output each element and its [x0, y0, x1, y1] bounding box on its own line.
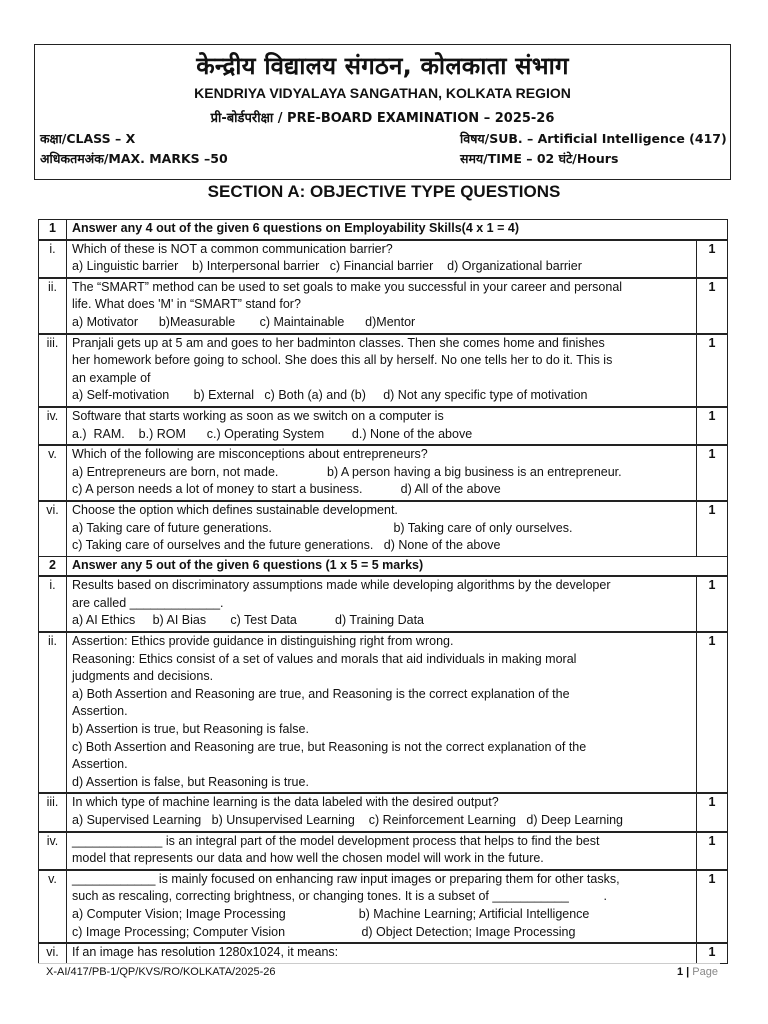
- question-marks: 1: [697, 632, 728, 793]
- sub-question-number: iii.: [39, 793, 67, 831]
- sub-question-text: [67, 870, 697, 943]
- section-title: SECTION A: OBJECTIVE TYPE QUESTIONS: [207, 182, 561, 201]
- header-title-hindi: केन्द्रीय विद्यालय संगठन, कोलकाता संभाग: [196, 52, 569, 80]
- sub-question-row: [39, 793, 728, 831]
- sub-question-text: [67, 501, 697, 556]
- sub-question-row: [39, 407, 728, 445]
- sub-question-row: [39, 240, 728, 278]
- question-line: The “SMART” method can be used to set goals to make you successful in your career and personal: [72, 279, 623, 294]
- sub-question-text: [67, 407, 697, 445]
- footer-code: X-AI/417/PB-1/QP/KVS/RO/KOLKATA/2025-26: [46, 966, 276, 978]
- question-marks: 1: [697, 576, 728, 632]
- question-line: c) Taking care of ourselves and the future generations. d) None of the above: [72, 538, 501, 553]
- question-instruction: Answer any 5 out of the given 6 questions (1 x 5 = 5 marks): [67, 556, 728, 576]
- sub-question-text: [67, 278, 697, 334]
- sub-question-row: [39, 501, 728, 556]
- footer-separator: |: [686, 966, 690, 978]
- sub-question-row: [39, 832, 728, 870]
- sub-question-row: [39, 870, 728, 943]
- sub-question-text: [67, 793, 697, 831]
- question-line: a) Entrepreneurs are born, not made. b) A person having a big business is an entrepreneur.: [72, 464, 622, 479]
- question-marks: 1: [697, 445, 728, 501]
- question-line: a) Supervised Learning b) Unsupervised Learning c) Reinforcement Learning d) Deep Learning: [72, 813, 624, 827]
- sub-question-number: i.: [39, 576, 67, 632]
- question-line: Software that starts working as soon as we switch on a computer is: [72, 408, 444, 423]
- question-group-row: [39, 220, 728, 240]
- sub-question-number: vi.: [39, 943, 67, 963]
- sub-question-row: [39, 576, 728, 632]
- sub-question-number: i.: [39, 240, 67, 278]
- question-line: Pranjali gets up at 5 am and goes to her badminton classes. Then she comes home and finishes: [72, 335, 605, 350]
- question-line: If an image has resolution 1280x1024, it means:: [72, 945, 339, 960]
- question-line: b) Assertion is true, but Reasoning is false.: [72, 722, 309, 737]
- question-group-row: [39, 556, 728, 576]
- sub-question-text: [67, 832, 697, 870]
- sub-question-number: v.: [39, 445, 67, 501]
- question-number: 1: [39, 220, 67, 240]
- question-line: _____________ is an integral part of the model development process that helps to find the best: [72, 833, 600, 848]
- question-line: life. What does 'M' in “SMART” stand for?: [72, 297, 301, 312]
- question-marks: 1: [697, 870, 728, 943]
- sub-question-number: ii.: [39, 278, 67, 334]
- sub-question-number: iv.: [39, 407, 67, 445]
- question-line: In which type of machine learning is the data labeled with the desired output?: [72, 795, 499, 810]
- exam-header: [34, 44, 731, 180]
- header-subject: विषय/SUB. – Artificial Intelligence (417): [460, 131, 727, 146]
- question-line: her homework before going to school. She does this all by herself. No one tells her to do it. This is: [72, 353, 613, 368]
- footer-page: [677, 966, 718, 978]
- sub-question-row: [39, 943, 728, 963]
- question-line: c) Image Processing; Computer Vision d) Object Detection; Image Processing: [72, 924, 576, 939]
- question-line: a) AI Ethics b) AI Bias c) Test Data d) Training Data: [72, 613, 424, 628]
- question-line: Assertion: Ethics provide guidance in distinguishing right from wrong.: [72, 634, 454, 649]
- sub-question-row: [39, 632, 728, 793]
- header-max-marks: अधिकतमअंक/MAX. MARKS –50: [40, 151, 228, 166]
- question-line: c) A person needs a lot of money to start a business. d) All of the above: [72, 482, 501, 497]
- question-line: a) Computer Vision; Image Processing b) Machine Learning; Artificial Intelligence: [72, 906, 590, 921]
- footer-page-number: 1: [676, 966, 684, 978]
- sub-question-text: [67, 943, 697, 963]
- question-line: a) Motivator b)Measurable c) Maintainable d)Mentor: [72, 314, 416, 329]
- header-title-english: KENDRIYA VIDYALAYA SANGATHAN, KOLKATA REGION: [194, 85, 571, 101]
- sub-question-text: [67, 334, 697, 407]
- question-marks: 1: [697, 334, 728, 407]
- sub-question-text: [67, 445, 697, 501]
- header-exam-name: प्री-बोर्डपरीक्षा / PRE-BOARD EXAMINATION – 2025-26: [210, 111, 555, 126]
- sub-question-row: [39, 445, 728, 501]
- question-line: a) Self-motivation b) External c) Both (a) and (b) d) Not any specific type of motivation: [72, 388, 588, 403]
- question-marks: 1: [697, 278, 728, 334]
- sub-question-number: iii.: [39, 334, 67, 407]
- sub-question-number: iv.: [39, 832, 67, 870]
- footer-divider: [38, 963, 720, 964]
- sub-question-text: [67, 632, 697, 793]
- sub-question-text: [67, 240, 697, 278]
- question-marks: 1: [697, 943, 728, 963]
- question-line: a) Both Assertion and Reasoning are true, and Reasoning is the correct explanation of the: [72, 686, 570, 701]
- sub-question-row: [39, 278, 728, 334]
- question-line: a) Taking care of future generations. b) Taking care of only ourselves.: [72, 520, 573, 535]
- question-line: ____________ is mainly focused on enhancing raw input images or preparing them for other tasks,: [72, 871, 620, 886]
- question-marks: 1: [697, 407, 728, 445]
- sub-question-text: [67, 576, 697, 632]
- question-table: [38, 219, 728, 964]
- question-line: judgments and decisions.: [72, 669, 214, 684]
- question-marks: 1: [697, 501, 728, 556]
- question-line: Which of these is NOT a common communication barrier?: [72, 241, 393, 256]
- question-instruction: Answer any 4 out of the given 6 questions on Employability Skills(4 x 1 = 4): [67, 220, 728, 240]
- sub-question-number: ii.: [39, 632, 67, 793]
- question-line: Reasoning: Ethics consist of a set of values and morals that aid individuals in making moral: [72, 651, 577, 666]
- question-line: a) Linguistic barrier b) Interpersonal barrier c) Financial barrier d) Organizational barrier: [72, 259, 582, 274]
- question-line: Assertion.: [72, 704, 128, 719]
- question-line: Choose the option which defines sustainable development.: [72, 502, 398, 517]
- question-marks: 1: [697, 793, 728, 831]
- question-line: a.) RAM. b.) ROM c.) Operating System d.) None of the above: [72, 426, 473, 441]
- question-number: 2: [39, 556, 67, 576]
- question-line: c) Both Assertion and Reasoning are true, but Reasoning is not the correct explanation of the: [72, 739, 587, 754]
- question-line: are called _____________.: [72, 595, 224, 610]
- question-line: Results based on discriminatory assumptions made while developing algorithms by the developer: [72, 578, 611, 593]
- header-time: समय/TIME – 02 घंटे/Hours: [460, 151, 619, 166]
- question-line: such as rescaling, correcting brightness, or changing tones. It is a subset of ___________ .: [72, 889, 608, 904]
- question-marks: 1: [697, 240, 728, 278]
- sub-question-row: [39, 334, 728, 407]
- question-line: model that represents our data and how well the chosen model will work in the future.: [72, 851, 544, 866]
- header-class: कक्षा/CLASS – X: [40, 131, 136, 146]
- question-line: Which of the following are misconceptions about entrepreneurs?: [72, 447, 428, 462]
- footer-page-label: Page: [692, 966, 718, 978]
- question-line: an example of: [72, 370, 151, 385]
- question-line: d) Assertion is false, but Reasoning is true.: [72, 774, 309, 789]
- question-marks: 1: [697, 832, 728, 870]
- sub-question-number: v.: [39, 870, 67, 943]
- sub-question-number: vi.: [39, 501, 67, 556]
- question-line: Assertion.: [72, 757, 128, 772]
